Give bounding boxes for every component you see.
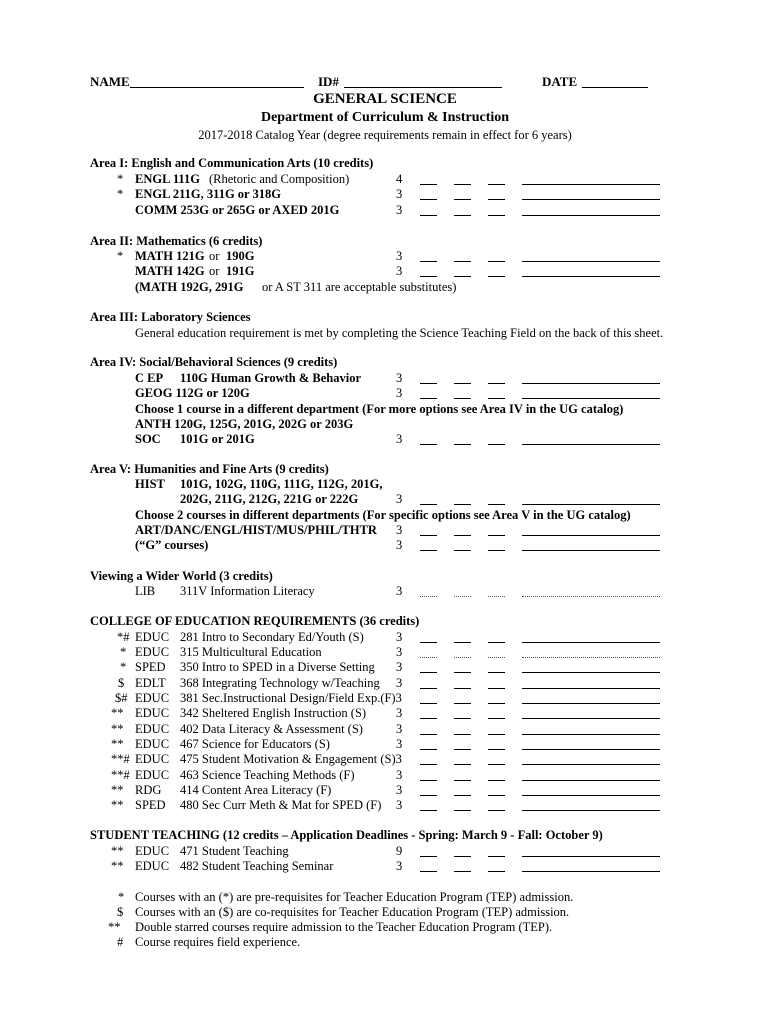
grade-blank-line[interactable] xyxy=(454,657,471,658)
grade-blank-line[interactable] xyxy=(454,199,471,200)
id-label: ID# xyxy=(318,74,339,89)
grade-blank-line[interactable] xyxy=(454,276,471,277)
name-field-line[interactable] xyxy=(130,87,304,88)
row-text: ** xyxy=(111,783,124,797)
date-label: DATE xyxy=(542,74,578,89)
course-entry-line[interactable] xyxy=(522,261,660,262)
course-entry-line[interactable] xyxy=(522,688,660,689)
grade-blank-line[interactable] xyxy=(420,550,437,551)
requirement-row xyxy=(0,432,770,447)
course-entry-line[interactable] xyxy=(522,657,660,658)
row-text: EDUC xyxy=(135,630,170,644)
row-text: ** xyxy=(111,859,124,873)
grade-blank-line[interactable] xyxy=(488,810,505,811)
row-text: 3 xyxy=(396,783,403,797)
course-entry-line[interactable] xyxy=(522,535,660,536)
row-text: MATH 121G xyxy=(135,249,205,263)
row-text: 110G Human Growth & Behavior xyxy=(180,371,362,385)
grade-blank-line[interactable] xyxy=(454,535,471,536)
row-text: or xyxy=(209,264,220,278)
row-text: 467 Science for Educators (S) xyxy=(180,737,330,751)
name-label: NAME xyxy=(90,74,130,89)
row-text: $# xyxy=(115,691,128,705)
row-text: ** xyxy=(111,722,124,736)
requirement-row xyxy=(0,264,770,279)
grade-blank-line[interactable] xyxy=(454,444,471,445)
row-text: or A ST 311 are acceptable substitutes) xyxy=(262,280,457,294)
row-text: 3 xyxy=(396,264,403,278)
row-text: Area V: Humanities and Fine Arts (9 credits) xyxy=(90,462,329,476)
requirement-row xyxy=(0,402,770,417)
requirement-row xyxy=(0,417,770,432)
grade-blank-line[interactable] xyxy=(488,261,505,262)
row-text: (Rhetoric and Composition) xyxy=(209,172,350,186)
row-text: 3 xyxy=(396,630,403,644)
row-text: or xyxy=(209,249,220,263)
row-text: Viewing a Wider World (3 credits) xyxy=(90,569,273,583)
grade-blank-line[interactable] xyxy=(454,688,471,689)
grade-blank-line[interactable] xyxy=(488,215,505,216)
requirement-row xyxy=(0,203,770,218)
row-text: ENGL 111G xyxy=(135,172,200,186)
row-text: * xyxy=(117,187,124,201)
id-field-line[interactable] xyxy=(344,87,502,88)
grade-blank-line[interactable] xyxy=(454,215,471,216)
requirement-row xyxy=(0,538,770,553)
row-text: 3 xyxy=(396,249,403,263)
row-text: 3 xyxy=(396,492,403,506)
grade-blank-line[interactable] xyxy=(420,749,437,750)
row-text: * xyxy=(120,660,127,674)
row-text: 3 xyxy=(396,386,403,400)
course-entry-line[interactable] xyxy=(522,856,660,857)
course-entry-line[interactable] xyxy=(522,734,660,735)
row-text: COLLEGE OF EDUCATION REQUIREMENTS (36 credits) xyxy=(90,614,420,628)
requirement-row xyxy=(0,355,770,370)
row-text: 381 Sec.Instructional Design/Field Exp.(F)3 xyxy=(180,691,402,705)
requirement-row xyxy=(0,722,770,737)
grade-blank-line[interactable] xyxy=(454,764,471,765)
row-text: Choose 2 courses in different departments (For specific options see Area V in the UG catalog) xyxy=(135,508,631,522)
requirement-row xyxy=(0,569,770,584)
course-entry-line[interactable] xyxy=(522,504,660,505)
row-text: Area IV: Social/Behavioral Sciences (9 credits) xyxy=(90,355,338,369)
grade-blank-line[interactable] xyxy=(488,871,505,872)
course-entry-line[interactable] xyxy=(522,810,660,811)
grade-blank-line[interactable] xyxy=(488,688,505,689)
row-text: Double starred courses require admission to the Teacher Education Program (TEP). xyxy=(135,920,553,934)
row-text: General education requirement is met by completing the Science Teaching Field on the back of this sheet. xyxy=(135,326,664,340)
requirement-row xyxy=(0,630,770,645)
row-text: ** xyxy=(108,920,121,934)
grade-blank-line[interactable] xyxy=(454,871,471,872)
row-text: 3 xyxy=(396,859,403,873)
row-text: 3 xyxy=(396,538,403,552)
row-text: EDUC xyxy=(135,844,170,858)
row-text: 3 xyxy=(396,676,403,690)
row-text: * xyxy=(117,172,124,186)
row-text: EDUC xyxy=(135,722,170,736)
row-text: STUDENT TEACHING (12 credits – Application Deadlines - Spring: March 9 - Fall: October 9) xyxy=(90,828,603,842)
row-text: 3 xyxy=(396,523,403,537)
requirement-row xyxy=(0,492,770,507)
row-text: 342 Sheltered English Instruction (S) xyxy=(180,706,367,720)
row-text: 191G xyxy=(226,264,255,278)
grade-blank-line[interactable] xyxy=(488,642,505,643)
grade-blank-line[interactable] xyxy=(420,261,437,262)
grade-blank-line[interactable] xyxy=(488,764,505,765)
row-text: * xyxy=(118,890,125,904)
grade-blank-line[interactable] xyxy=(420,871,437,872)
row-text: MATH 142G xyxy=(135,264,205,278)
grade-blank-line[interactable] xyxy=(454,398,471,399)
date-field-line[interactable] xyxy=(582,87,648,88)
grade-blank-line[interactable] xyxy=(488,504,505,505)
row-text: 3 xyxy=(396,768,403,782)
course-entry-line[interactable] xyxy=(522,871,660,872)
course-entry-line[interactable] xyxy=(522,795,660,796)
row-text: 3 xyxy=(396,722,403,736)
grade-blank-line[interactable] xyxy=(420,535,437,536)
row-text: C EP xyxy=(135,371,164,385)
row-text: 368 Integrating Technology w/Teaching xyxy=(180,676,380,690)
grade-blank-line[interactable] xyxy=(454,749,471,750)
grade-blank-line[interactable] xyxy=(420,856,437,857)
row-text: SOC xyxy=(135,432,161,446)
course-entry-line[interactable] xyxy=(522,215,660,216)
grade-blank-line[interactable] xyxy=(420,504,437,505)
grade-blank-line[interactable] xyxy=(454,672,471,673)
requirement-row xyxy=(0,890,770,905)
grade-blank-line[interactable] xyxy=(488,596,505,597)
course-entry-line[interactable] xyxy=(522,444,660,445)
requirement-row xyxy=(0,798,770,813)
grade-blank-line[interactable] xyxy=(488,184,505,185)
course-entry-line[interactable] xyxy=(522,276,660,277)
row-text: SPED xyxy=(135,660,166,674)
row-text: Area II: Mathematics (6 credits) xyxy=(90,234,263,248)
grade-blank-line[interactable] xyxy=(420,734,437,735)
row-text: * xyxy=(120,645,127,659)
row-text: 3 xyxy=(396,371,403,385)
row-text: **# xyxy=(111,768,130,782)
row-text: 315 Multicultural Education xyxy=(180,645,322,659)
requirement-row xyxy=(0,386,770,401)
row-text: ** xyxy=(111,798,124,812)
requirement-row xyxy=(0,508,770,523)
row-text: Courses with an (*) are pre-requisites for Teacher Education Program (TEP) admission. xyxy=(135,890,574,904)
requirement-row xyxy=(0,859,770,874)
page-title: GENERAL SCIENCE xyxy=(313,91,457,107)
grade-blank-line[interactable] xyxy=(488,703,505,704)
row-text: 281 Intro to Secondary Ed/Youth (S) xyxy=(180,630,364,644)
row-text: Area III: Laboratory Sciences xyxy=(90,310,251,324)
grade-blank-line[interactable] xyxy=(454,550,471,551)
grade-blank-line[interactable] xyxy=(454,780,471,781)
row-text: GEOG 112G or 120G xyxy=(135,386,250,400)
row-text: 350 Intro to SPED in a Diverse Setting xyxy=(180,660,375,674)
requirement-row xyxy=(0,280,770,295)
row-text: **# xyxy=(111,752,130,766)
row-text: 9 xyxy=(396,844,403,858)
requirement-row xyxy=(0,737,770,752)
grade-blank-line[interactable] xyxy=(488,672,505,673)
row-text: 3 xyxy=(396,737,403,751)
row-text: ** xyxy=(111,737,124,751)
requirement-row xyxy=(0,249,770,264)
row-text: EDUC xyxy=(135,737,170,751)
row-text: ENGL 211G, 311G or 318G xyxy=(135,187,281,201)
course-entry-line[interactable] xyxy=(522,764,660,765)
row-text: # xyxy=(117,935,124,949)
row-text: HIST xyxy=(135,477,165,491)
grade-blank-line[interactable] xyxy=(420,642,437,643)
course-entry-line[interactable] xyxy=(522,749,660,750)
course-entry-line[interactable] xyxy=(522,703,660,704)
grade-blank-line[interactable] xyxy=(488,657,505,658)
grade-blank-line[interactable] xyxy=(420,810,437,811)
grade-blank-line[interactable] xyxy=(454,810,471,811)
grade-blank-line[interactable] xyxy=(454,795,471,796)
row-text: 482 Student Teaching Seminar xyxy=(180,859,334,873)
requirement-row xyxy=(0,462,770,477)
requirement-row xyxy=(0,676,770,691)
grade-blank-line[interactable] xyxy=(420,184,437,185)
row-text: ANTH 120G, 125G, 201G, 202G or 203G xyxy=(135,417,354,431)
row-text: 202G, 211G, 212G, 221G or 222G xyxy=(180,492,359,506)
grade-blank-line[interactable] xyxy=(454,184,471,185)
department-title: Department of Curriculum & Instruction xyxy=(260,110,510,125)
requirement-row xyxy=(0,172,770,187)
course-entry-line[interactable] xyxy=(522,398,660,399)
requirement-row xyxy=(0,234,770,249)
row-text: Course requires field experience. xyxy=(135,935,301,949)
requirement-row xyxy=(0,783,770,798)
row-text: ** xyxy=(111,706,124,720)
row-text: $ xyxy=(117,905,124,919)
course-entry-line[interactable] xyxy=(522,718,660,719)
requirement-row xyxy=(0,844,770,859)
course-entry-line[interactable] xyxy=(522,642,660,643)
row-text: EDUC xyxy=(135,768,170,782)
row-text: SPED xyxy=(135,798,166,812)
requirement-row xyxy=(0,645,770,660)
grade-blank-line[interactable] xyxy=(454,642,471,643)
grade-blank-line[interactable] xyxy=(488,276,505,277)
requirement-row xyxy=(0,156,770,171)
grade-blank-line[interactable] xyxy=(420,199,437,200)
grade-blank-line[interactable] xyxy=(454,734,471,735)
grade-blank-line[interactable] xyxy=(454,718,471,719)
grade-blank-line[interactable] xyxy=(454,383,471,384)
requirement-row xyxy=(0,768,770,783)
requirement-row xyxy=(0,828,770,843)
grade-blank-line[interactable] xyxy=(488,856,505,857)
grade-blank-line[interactable] xyxy=(454,856,471,857)
grade-blank-line[interactable] xyxy=(454,703,471,704)
row-text: * xyxy=(117,249,124,263)
grade-blank-line[interactable] xyxy=(454,504,471,505)
grade-blank-line[interactable] xyxy=(420,672,437,673)
row-text: Courses with an ($) are co-requisites for Teacher Education Program (TEP) admission. xyxy=(135,905,570,919)
row-text: 4 xyxy=(396,172,403,186)
row-text: EDUC xyxy=(135,706,170,720)
row-text: 3 xyxy=(396,798,403,812)
row-text: 3 xyxy=(396,645,403,659)
catalog-year: 2017-2018 Catalog Year (degree requirements remain in effect for 6 years) xyxy=(198,128,572,142)
requirement-row xyxy=(0,187,770,202)
grade-blank-line[interactable] xyxy=(488,749,505,750)
grade-blank-line[interactable] xyxy=(420,596,437,597)
row-text: 3 xyxy=(396,660,403,674)
grade-blank-line[interactable] xyxy=(420,718,437,719)
course-entry-line[interactable] xyxy=(522,199,660,200)
requirement-row xyxy=(0,584,770,599)
grade-blank-line[interactable] xyxy=(488,398,505,399)
requirement-row xyxy=(0,660,770,675)
grade-blank-line[interactable] xyxy=(420,688,437,689)
row-text: LIB xyxy=(135,584,156,598)
course-entry-line[interactable] xyxy=(522,596,660,597)
grade-blank-line[interactable] xyxy=(420,444,437,445)
grade-blank-line[interactable] xyxy=(488,550,505,551)
row-text: Choose 1 course in a different department (For more options see Area IV in the UG catalog) xyxy=(135,402,624,416)
row-text: 414 Content Area Literacy (F) xyxy=(180,783,332,797)
row-text: $ xyxy=(118,676,125,690)
requirement-row xyxy=(0,691,770,706)
grade-blank-line[interactable] xyxy=(420,398,437,399)
course-entry-line[interactable] xyxy=(522,383,660,384)
grade-blank-line[interactable] xyxy=(454,596,471,597)
row-text: 463 Science Teaching Methods (F) xyxy=(180,768,355,782)
requirement-row xyxy=(0,920,770,935)
row-text: 3 xyxy=(396,706,403,720)
row-text: ART/DANC/ENGL/HIST/MUS/PHIL/THTR xyxy=(135,523,377,537)
grade-blank-line[interactable] xyxy=(454,261,471,262)
requirement-row xyxy=(0,614,770,629)
row-text: (“G” courses) xyxy=(135,538,209,552)
row-text: 190G xyxy=(226,249,255,263)
grade-blank-line[interactable] xyxy=(488,444,505,445)
grade-blank-line[interactable] xyxy=(488,535,505,536)
row-text: 3 xyxy=(396,584,403,598)
requirement-row xyxy=(0,326,770,341)
grade-blank-line[interactable] xyxy=(420,764,437,765)
grade-blank-line[interactable] xyxy=(420,383,437,384)
course-entry-line[interactable] xyxy=(522,780,660,781)
course-entry-line[interactable] xyxy=(522,550,660,551)
row-text: *# xyxy=(117,630,130,644)
requirement-row xyxy=(0,523,770,538)
requirement-row xyxy=(0,477,770,492)
row-text: ** xyxy=(111,844,124,858)
row-text: (MATH 192G, 291G xyxy=(135,280,244,294)
grade-blank-line[interactable] xyxy=(488,780,505,781)
row-text: EDLT xyxy=(135,676,166,690)
course-entry-line[interactable] xyxy=(522,184,660,185)
requirement-row xyxy=(0,706,770,721)
row-text: EDUC xyxy=(135,859,170,873)
row-text: 101G, 102G, 110G, 111G, 112G, 201G, xyxy=(180,477,383,491)
row-text: 101G or 201G xyxy=(180,432,255,446)
grade-blank-line[interactable] xyxy=(420,703,437,704)
requirement-row xyxy=(0,310,770,325)
row-text: 311V Information Literacy xyxy=(180,584,315,598)
grade-blank-line[interactable] xyxy=(488,734,505,735)
row-text: 3 xyxy=(396,432,403,446)
grade-blank-line[interactable] xyxy=(420,795,437,796)
requirement-row xyxy=(0,752,770,767)
row-text: EDUC xyxy=(135,752,170,766)
row-text: EDUC xyxy=(135,645,170,659)
grade-blank-line[interactable] xyxy=(420,215,437,216)
grade-blank-line[interactable] xyxy=(420,780,437,781)
requirement-row xyxy=(0,935,770,950)
grade-blank-line[interactable] xyxy=(488,718,505,719)
requirement-row xyxy=(0,905,770,920)
row-text: Area I: English and Communication Arts (10 credits) xyxy=(90,156,374,170)
grade-blank-line[interactable] xyxy=(420,276,437,277)
row-text: EDUC xyxy=(135,691,170,705)
row-text: 480 Sec Curr Meth & Mat for SPED (F) xyxy=(180,798,382,812)
grade-blank-line[interactable] xyxy=(488,383,505,384)
row-text: 402 Data Literacy & Assessment (S) xyxy=(180,722,363,736)
grade-blank-line[interactable] xyxy=(488,199,505,200)
row-text: RDG xyxy=(135,783,162,797)
course-entry-line[interactable] xyxy=(522,672,660,673)
grade-blank-line[interactable] xyxy=(420,657,437,658)
row-text: 475 Student Motivation & Engagement (S)3 xyxy=(180,752,402,766)
row-text: 471 Student Teaching xyxy=(180,844,289,858)
row-text: 3 xyxy=(396,187,403,201)
requirement-row xyxy=(0,371,770,386)
row-text: 3 xyxy=(396,203,403,217)
grade-blank-line[interactable] xyxy=(488,795,505,796)
row-text: COMM 253G or 265G or AXED 201G xyxy=(135,203,340,217)
